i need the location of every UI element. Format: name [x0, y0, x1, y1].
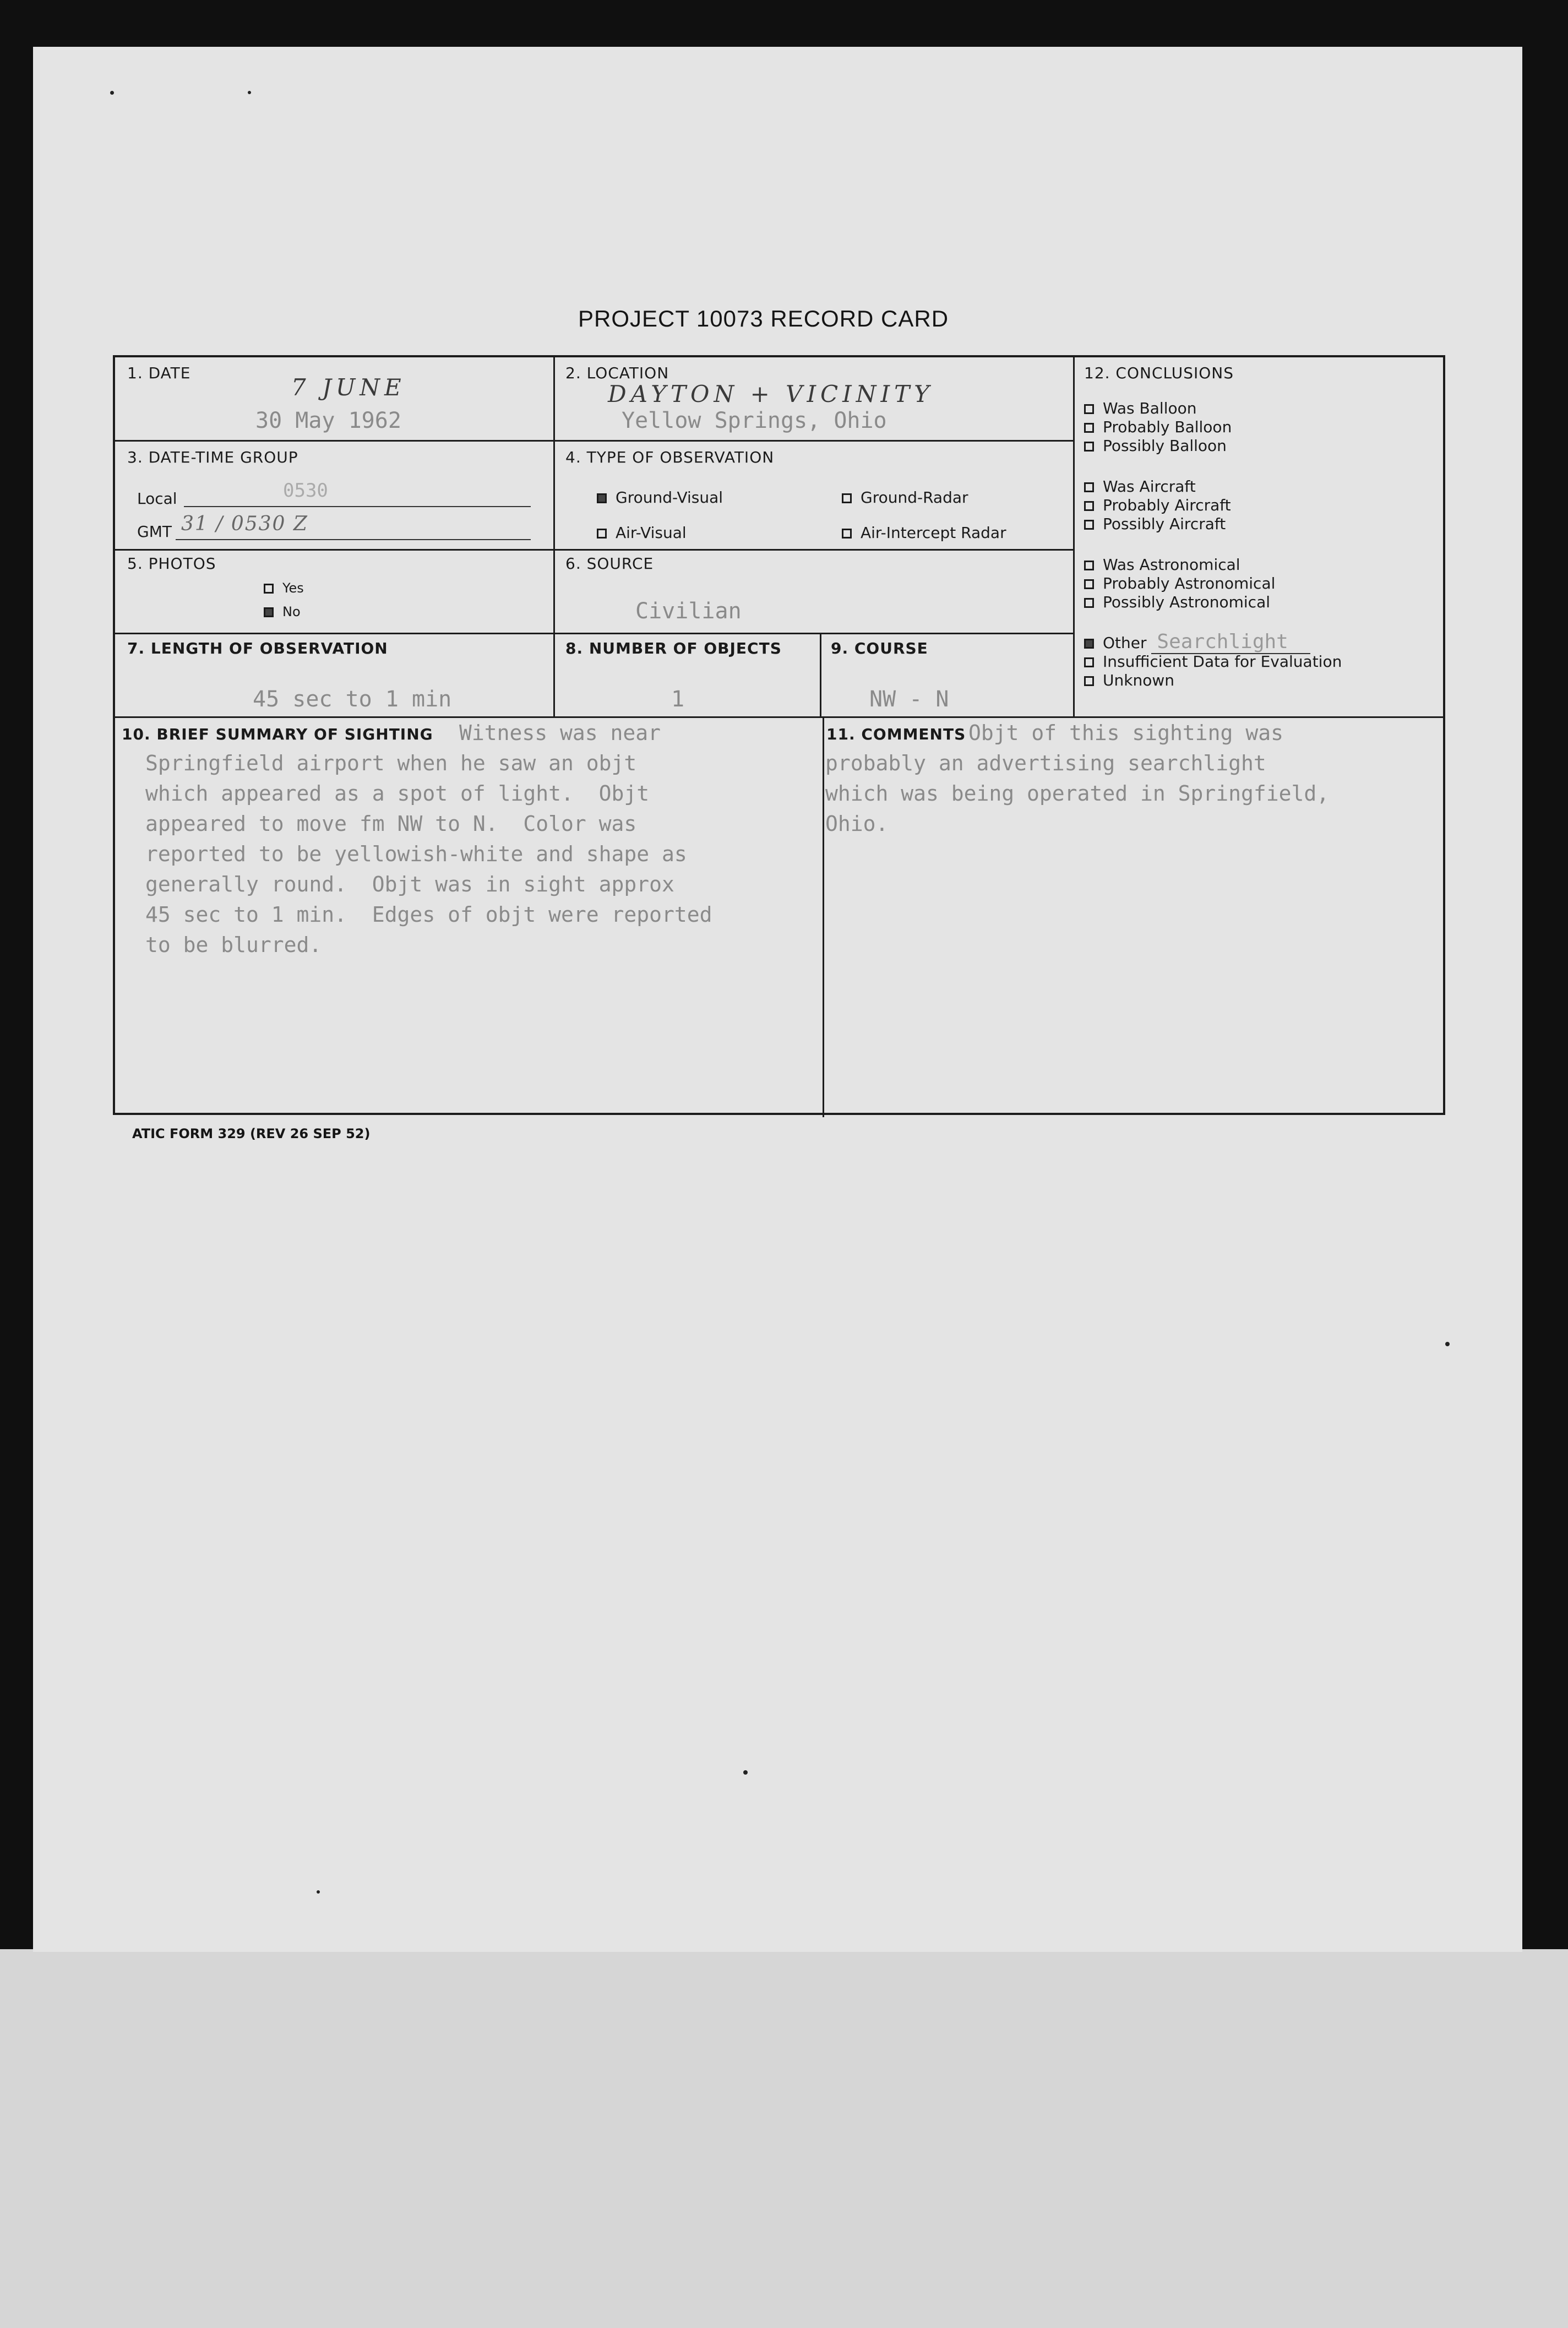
divider-row2: [115, 549, 1073, 551]
scan-speck: [743, 1770, 748, 1775]
brief-summary-line: to be blurred.: [145, 933, 322, 957]
comments-label: 11. COMMENTS: [826, 725, 966, 743]
option-ground-visual[interactable]: Ground-Visual: [597, 488, 723, 507]
divider-col2: [1073, 357, 1075, 716]
local-time-label: Local: [137, 489, 177, 508]
conclusion-possibly-aircraft[interactable]: Possibly Aircraft: [1084, 515, 1231, 534]
location-handwritten: DAYTON + VICINITY: [608, 380, 934, 407]
divider-col-course: [820, 633, 821, 716]
brief-summary-line: Springfield airport when he saw an objt: [145, 751, 637, 775]
form-number: ATIC FORM 329 (REV 26 SEP 52): [132, 1126, 371, 1141]
checkbox-unknown[interactable]: [1084, 676, 1094, 686]
location-value: Yellow Springs, Ohio: [622, 408, 887, 433]
checkbox-was-astronomical[interactable]: [1084, 561, 1094, 570]
scan-speck: [317, 1890, 320, 1894]
checkbox-photos-yes[interactable]: [264, 584, 274, 594]
length-of-observation-value: 45 sec to 1 min: [253, 687, 452, 712]
divider-summary: [823, 716, 824, 1117]
comments-line: Ohio.: [825, 812, 889, 836]
date-handwritten: 7 JUNE: [291, 374, 406, 401]
photos-label: 5. PHOTOS: [127, 554, 216, 573]
conclusion-other[interactable]: Other Searchlight: [1084, 633, 1342, 652]
conclusion-possibly-astronomical[interactable]: Possibly Astronomical: [1084, 593, 1275, 612]
comments-first-line: Objt of this sighting was: [968, 721, 1283, 745]
checkbox-probably-astronomical[interactable]: [1084, 579, 1094, 589]
conclusion-was-balloon[interactable]: Was Balloon: [1084, 399, 1232, 418]
local-time-line: [184, 506, 531, 507]
option-photos-yes[interactable]: Yes: [264, 580, 304, 596]
divider-col1: [553, 357, 555, 716]
checkbox-was-aircraft[interactable]: [1084, 482, 1094, 492]
conclusion-possibly-balloon[interactable]: Possibly Balloon: [1084, 437, 1232, 455]
comments-line: which was being operated in Springfield,: [825, 781, 1330, 806]
location-label: 2. LOCATION: [565, 364, 669, 382]
checkbox-probably-balloon[interactable]: [1084, 423, 1094, 433]
conclusion-was-astronomical[interactable]: Was Astronomical: [1084, 556, 1275, 574]
scan-speck: [1445, 1342, 1450, 1346]
course-label: 9. COURSE: [831, 639, 928, 657]
conclusion-was-aircraft[interactable]: Was Aircraft: [1084, 477, 1231, 496]
source-value: Civilian: [635, 599, 742, 624]
brief-summary-line: appeared to move fm NW to N. Color was: [145, 812, 637, 836]
checkbox-air-visual[interactable]: [597, 529, 607, 539]
local-time-value: 0530: [283, 480, 328, 502]
brief-summary-line: reported to be yellowish-white and shape as: [145, 842, 687, 866]
checkbox-air-intercept-radar[interactable]: [842, 529, 852, 539]
conclusion-probably-aircraft[interactable]: Probably Aircraft: [1084, 496, 1231, 515]
comments-line: probably an advertising searchlight: [825, 751, 1266, 775]
option-photos-no[interactable]: No: [264, 604, 301, 619]
conclusions-aircraft-group: [1084, 477, 1231, 534]
conclusion-unknown[interactable]: Unknown: [1084, 671, 1342, 690]
card-title: PROJECT 10073 RECORD CARD: [578, 306, 949, 331]
checkbox-possibly-balloon[interactable]: [1084, 442, 1094, 452]
date-label: 1. DATE: [127, 364, 191, 382]
number-of-objects-value: 1: [671, 687, 685, 712]
divider-row1: [115, 440, 1073, 442]
checkbox-possibly-aircraft[interactable]: [1084, 520, 1094, 530]
course-value: NW - N: [869, 687, 949, 712]
scan-bottom-strip: [0, 1949, 1568, 2328]
number-of-objects-label: 8. NUMBER OF OBJECTS: [565, 639, 782, 657]
gmt-time-label: GMT: [137, 523, 172, 541]
option-air-intercept-radar[interactable]: Air-Intercept Radar: [842, 524, 1006, 542]
brief-summary-line: generally round. Objt was in sight approx: [145, 872, 674, 896]
checkbox-probably-aircraft[interactable]: [1084, 501, 1094, 511]
checkbox-possibly-astronomical[interactable]: [1084, 598, 1094, 608]
conclusion-probably-balloon[interactable]: Probably Balloon: [1084, 418, 1232, 437]
checkbox-ground-radar[interactable]: [842, 493, 852, 503]
scan-speck: [110, 91, 114, 95]
option-air-visual[interactable]: Air-Visual: [597, 524, 687, 542]
conclusion-insufficient-data[interactable]: Insufficient Data for Evaluation: [1084, 652, 1342, 671]
checkbox-ground-visual[interactable]: [597, 493, 607, 503]
conclusion-probably-astronomical[interactable]: Probably Astronomical: [1084, 574, 1275, 593]
type-of-observation-label: 4. TYPE OF OBSERVATION: [565, 448, 775, 466]
brief-summary-line: 45 sec to 1 min. Edges of objt were reported: [145, 902, 712, 927]
source-label: 6. SOURCE: [565, 554, 654, 573]
date-time-group-label: 3. DATE-TIME GROUP: [127, 448, 298, 466]
brief-summary-label: 10. BRIEF SUMMARY OF SIGHTING: [122, 725, 433, 743]
checkbox-photos-no[interactable]: [264, 607, 274, 617]
conclusions-label: 12. CONCLUSIONS: [1084, 364, 1234, 382]
conclusions-balloon-group: [1084, 399, 1232, 455]
conclusion-other-value: Searchlight: [1151, 630, 1310, 654]
length-of-observation-label: 7. LENGTH OF OBSERVATION: [127, 639, 388, 657]
brief-summary-first-line: Witness was near: [459, 721, 661, 745]
checkbox-was-balloon[interactable]: [1084, 404, 1094, 414]
conclusions-other-group: [1084, 630, 1342, 690]
conclusions-astronomical-group: [1084, 556, 1275, 612]
scan-speck: [248, 91, 251, 94]
divider-row3: [115, 633, 1073, 634]
checkbox-insufficient-data[interactable]: [1084, 657, 1094, 667]
checkbox-other[interactable]: [1084, 639, 1094, 649]
gmt-time-value: 31 / 0530 Z: [181, 513, 308, 535]
date-value: 30 May 1962: [255, 408, 401, 433]
record-card: [113, 355, 1445, 1115]
brief-summary-line: which appeared as a spot of light. Objt: [145, 781, 650, 806]
gmt-time-line: [176, 539, 531, 540]
option-ground-radar[interactable]: Ground-Radar: [842, 488, 968, 507]
